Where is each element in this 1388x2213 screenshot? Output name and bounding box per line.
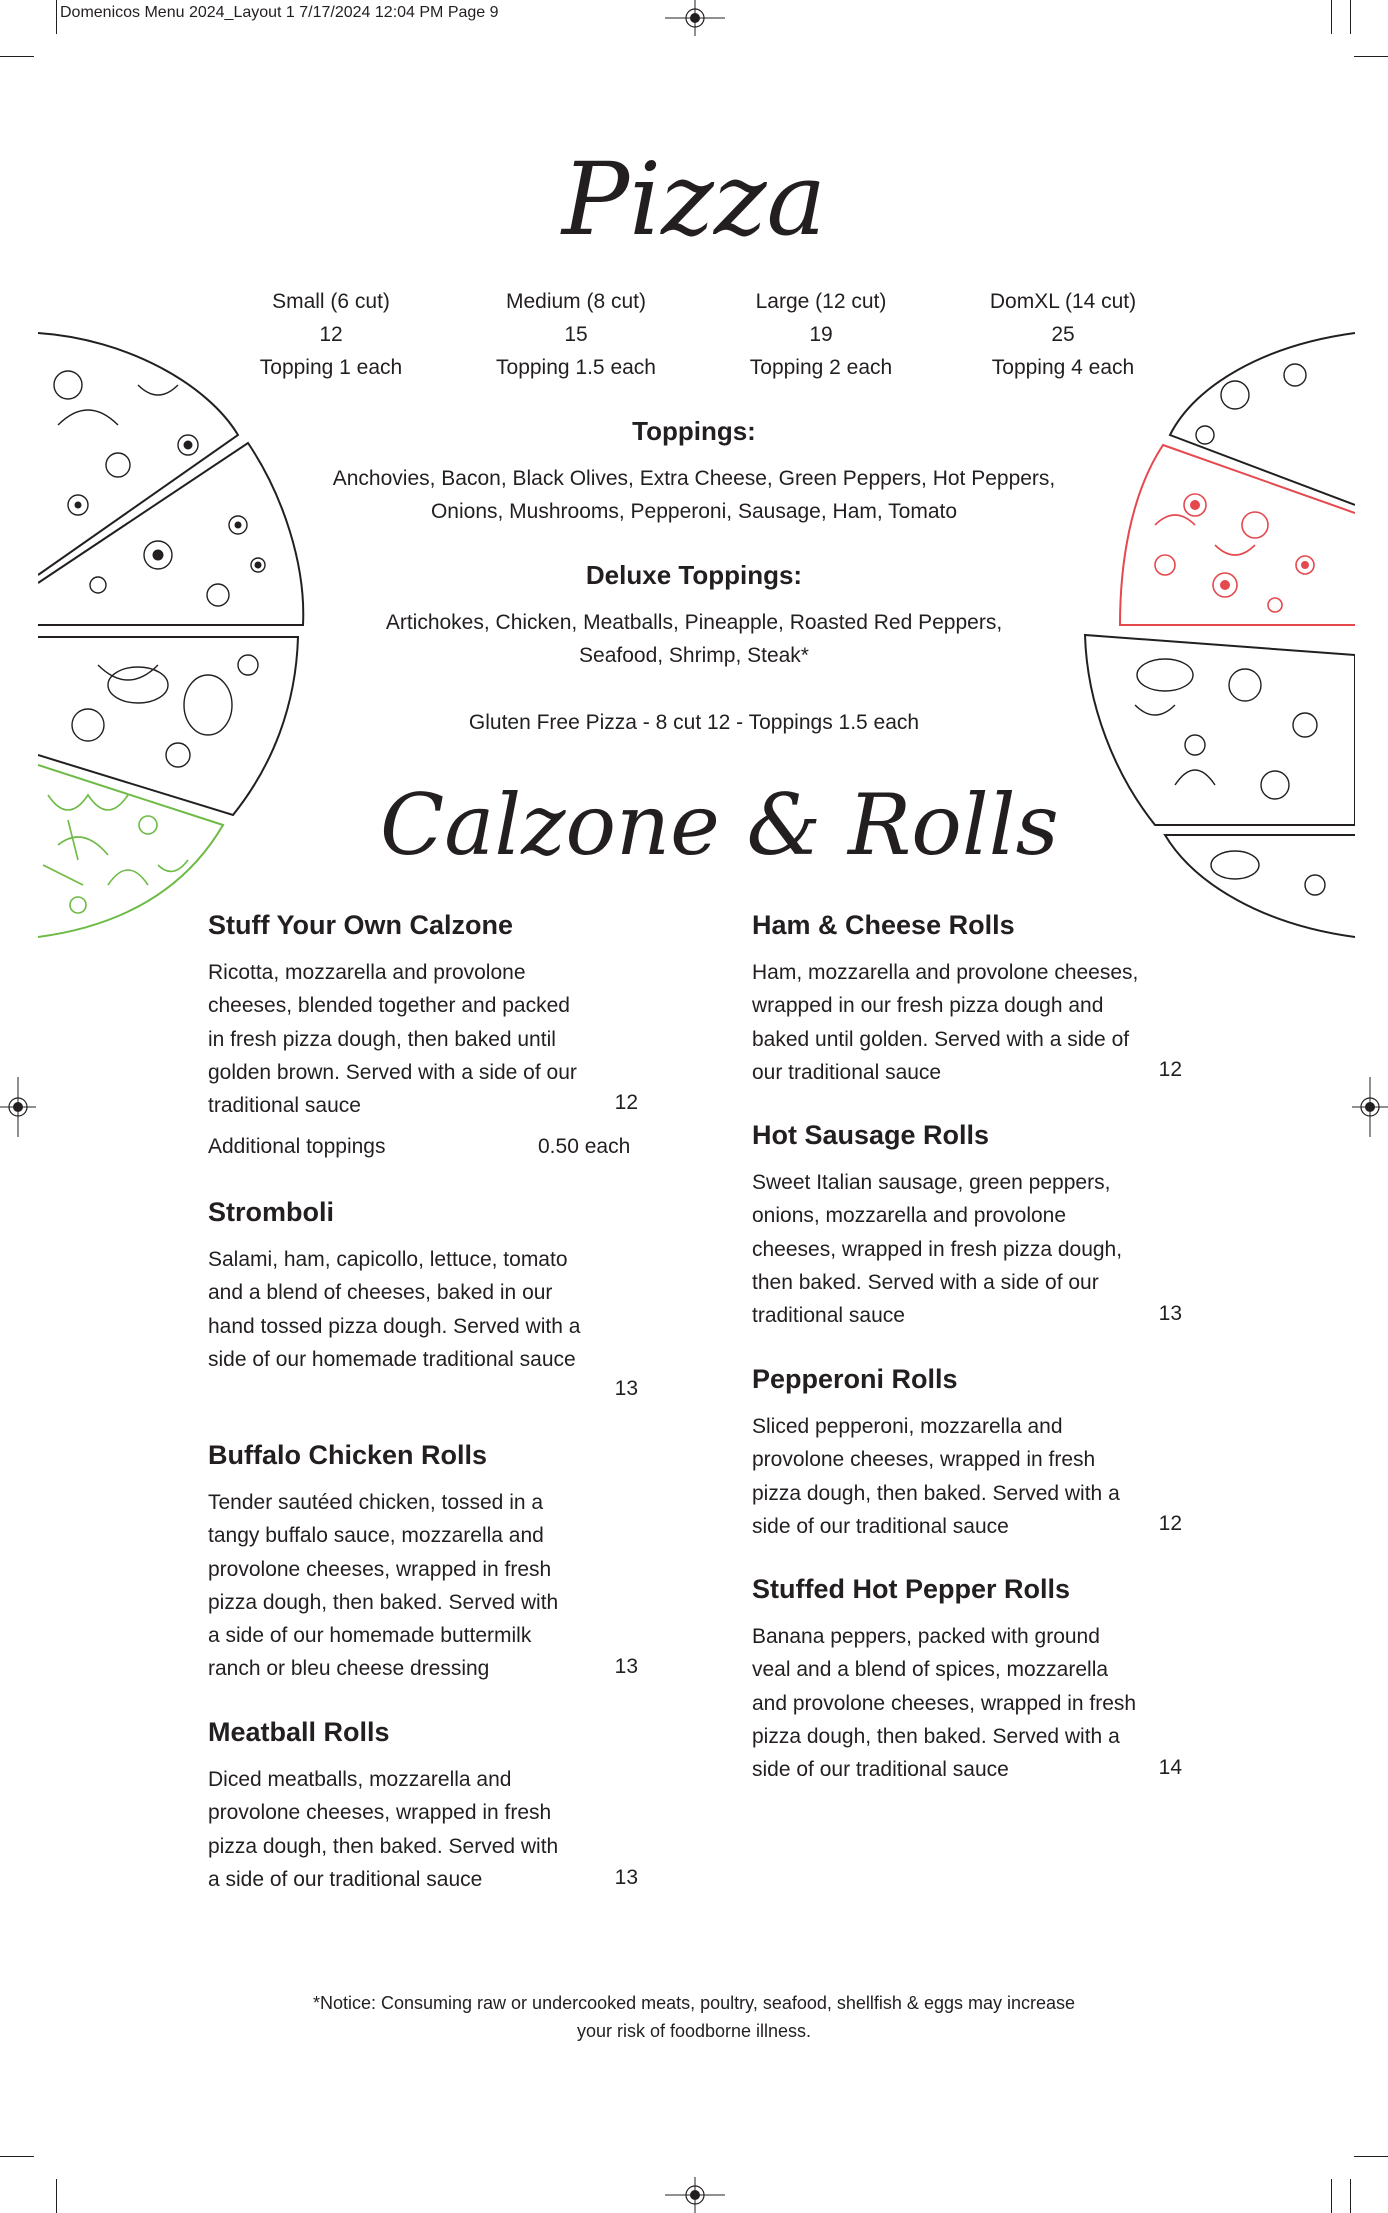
food-safety-notice [200, 1989, 1188, 2045]
desc-line: side of our traditional sauce [752, 1758, 1009, 1782]
item-price: 14 [1158, 1756, 1182, 1779]
item-price: 13 [614, 1866, 638, 1889]
item-title: Hot Sausage Rolls [752, 1120, 990, 1150]
deluxe-toppings-list [260, 606, 1128, 672]
deluxe-line: Seafood, Shrimp, Steak* [579, 644, 809, 667]
desc-line: provolone cheeses, wrapped in fresh [752, 1448, 1096, 1472]
desc-line: cheeses, wrapped in fresh pizza dough, [752, 1237, 1123, 1261]
toppings-list [260, 462, 1128, 528]
size-small [216, 285, 446, 384]
desc-line: in fresh pizza dough, then baked until [208, 1027, 556, 1051]
pizza-heading: Pizza [561, 141, 827, 258]
desc-line: baked until golden. Served with a side of [752, 1027, 1130, 1051]
item-description [208, 1243, 648, 1376]
toppings-line: Onions, Mushrooms, Pepperoni, Sausage, Ham, Tomato [430, 500, 958, 523]
desc-line: veal and a blend of spices, mozzarella [752, 1658, 1109, 1682]
size-price: 25 [1051, 323, 1075, 346]
item-price: 13 [614, 1655, 638, 1678]
item-title: Ham & Cheese Rolls [752, 910, 1015, 940]
toppings-heading: Toppings: [632, 416, 756, 446]
print-slug: Domenicos Menu 2024_Layout 1 7/17/2024 12:04 PM Page 9 [60, 4, 499, 21]
desc-line: Salami, ham, capicollo, lettuce, tomato [208, 1248, 568, 1271]
desc-line: Diced meatballs, mozzarella and [208, 1768, 512, 1791]
registration-mark-bottom-icon [660, 2177, 730, 2213]
size-name: Medium (8 cut) [505, 290, 647, 313]
size-topping: Topping 4 each [991, 356, 1135, 379]
desc-line: hand tossed pizza dough. Served with a [208, 1314, 581, 1338]
item-price: 13 [1158, 1302, 1182, 1325]
desc-line: provolone cheeses, wrapped in fresh [208, 1801, 552, 1825]
item-title: Buffalo Chicken Rolls [208, 1440, 488, 1470]
desc-line: onions, mozzarella and provolone [752, 1204, 1067, 1228]
desc-line: pizza dough, then baked. Served with [208, 1590, 559, 1614]
desc-line: and provolone cheeses, wrapped in fresh [752, 1691, 1137, 1715]
registration-mark-left-icon [0, 1072, 36, 1142]
item-price: 12 [1158, 1512, 1182, 1535]
desc-line: golden brown. Served with a side of our [208, 1060, 577, 1084]
additional-toppings-price: 0.50 each [538, 1135, 631, 1158]
notice-line: your risk of foodborne illness. [576, 2021, 812, 2041]
item-title: Stuffed Hot Pepper Rolls [752, 1574, 1071, 1604]
size-name: Small (6 cut) [272, 290, 390, 313]
desc-line: pizza dough, then baked. Served with a [752, 1481, 1120, 1505]
registration-mark-right-icon [1352, 1072, 1388, 1142]
desc-line: Ham, mozzarella and provolone cheeses, [752, 961, 1139, 984]
gluten-free-note: Gluten Free Pizza - 8 cut 12 - Toppings 1.5 each [468, 711, 920, 734]
desc-line: side of our homemade traditional sauce [208, 1347, 576, 1371]
item-title: Meatball Rolls [208, 1717, 390, 1747]
desc-line: then baked. Served with a side of our [752, 1270, 1099, 1294]
desc-line: provolone cheeses, wrapped in fresh [208, 1557, 552, 1581]
size-topping: Topping 2 each [749, 356, 893, 379]
desc-line: Sweet Italian sausage, green peppers, [752, 1171, 1111, 1194]
desc-line: pizza dough, then baked. Served with a [752, 1724, 1120, 1748]
deluxe-line: Artichokes, Chicken, Meatballs, Pineapple, Roasted Red Peppers, [385, 611, 1003, 634]
item-title: Stuff Your Own Calzone [208, 910, 514, 940]
notice-line: *Notice: Consuming raw or undercooked meats, poultry, seafood, shellfish & eggs may increase [312, 1993, 1076, 2013]
size-name: Large (12 cut) [755, 290, 887, 313]
toppings-line: Anchovies, Bacon, Black Olives, Extra Cheese, Green Peppers, Hot Peppers, [332, 467, 1056, 490]
item-price: 12 [1158, 1058, 1182, 1081]
desc-line: our traditional sauce [752, 1060, 942, 1084]
desc-line: cheeses, blended together and packed [208, 994, 570, 1018]
item-title: Pepperoni Rolls [752, 1364, 958, 1394]
desc-line: ranch or bleu cheese dressing [208, 1657, 490, 1681]
deluxe-toppings-heading: Deluxe Toppings: [585, 560, 803, 590]
registration-mark-top-icon [660, 0, 730, 36]
size-medium [461, 285, 691, 384]
desc-line: Banana peppers, packed with ground [752, 1625, 1100, 1648]
desc-line: side of our traditional sauce [752, 1514, 1009, 1538]
desc-line: wrapped in our fresh pizza dough and [752, 994, 1104, 1018]
desc-line: Ricotta, mozzarella and provolone [208, 961, 526, 984]
desc-line: Tender sautéed chicken, tossed in a [208, 1491, 544, 1514]
desc-line: a side of our homemade buttermilk [208, 1624, 532, 1648]
size-price: 15 [564, 323, 588, 346]
size-name: DomXL (14 cut) [989, 290, 1137, 313]
additional-toppings-label: Additional toppings [208, 1135, 386, 1158]
calzone-heading: Calzone & Rolls [380, 776, 1059, 874]
size-domxl [948, 285, 1178, 384]
desc-line: pizza dough, then baked. Served with [208, 1834, 559, 1858]
size-price: 12 [319, 323, 343, 346]
desc-line: and a blend of cheeses, baked in our [208, 1281, 553, 1305]
desc-line: a side of our traditional sauce [208, 1867, 483, 1891]
size-price: 19 [809, 323, 833, 346]
desc-line: tangy buffalo sauce, mozzarella and [208, 1524, 544, 1548]
size-topping: Topping 1.5 each [496, 356, 656, 379]
desc-line: traditional sauce [752, 1304, 905, 1328]
desc-line: Sliced pepperoni, mozzarella and [752, 1415, 1063, 1438]
item-price: 12 [614, 1091, 638, 1114]
size-topping: Topping 1 each [259, 356, 403, 379]
item-price: 13 [614, 1377, 638, 1400]
item-title: Stromboli [208, 1197, 334, 1227]
size-large [706, 285, 936, 384]
desc-line: traditional sauce [208, 1094, 361, 1118]
